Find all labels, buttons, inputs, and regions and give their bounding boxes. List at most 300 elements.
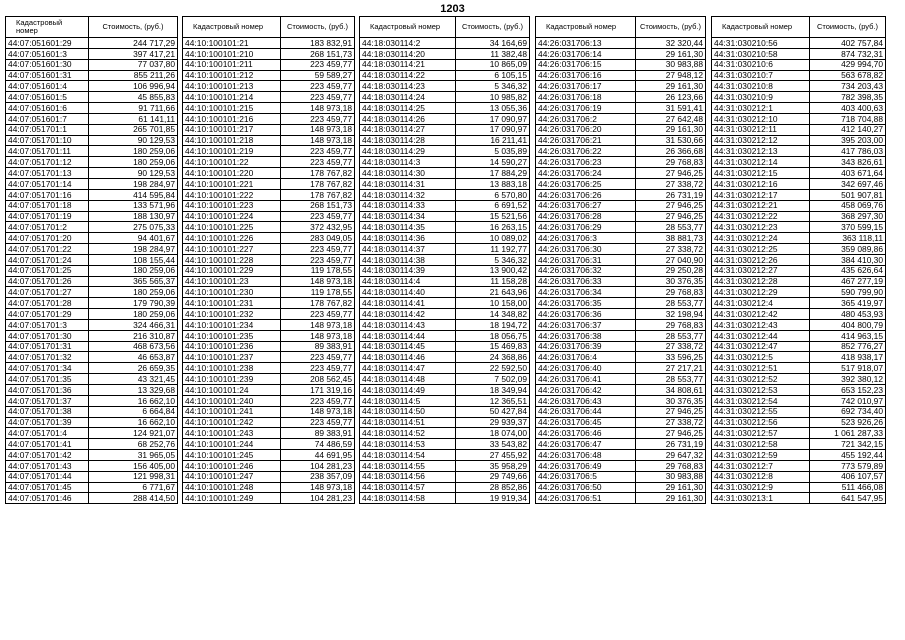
cadastral-number-cell: 44:26:031706:2	[536, 113, 636, 124]
cadastral-number-cell: 44:07:051701:46	[6, 493, 89, 504]
cadastral-number-cell: 44:26:031706:37	[536, 319, 636, 330]
table-row	[183, 178, 355, 189]
cadastral-number-cell: 44:26:031706:49	[536, 460, 636, 471]
cost-cell: 77 037,80	[89, 59, 178, 70]
cadastral-table-3	[359, 16, 530, 504]
table-row	[536, 146, 706, 157]
cost-cell: 275 075,33	[89, 222, 178, 233]
cadastral-number-cell: 44:07:051701:14	[6, 178, 89, 189]
table-row	[360, 385, 530, 396]
table-row	[712, 352, 886, 363]
cadastral-number-cell: 44:07:051701:27	[6, 287, 89, 298]
cost-cell: 106 996,94	[89, 81, 178, 92]
table-row	[6, 222, 178, 233]
table-row	[6, 92, 178, 103]
header-cadastral-number: Кадастровый номер	[536, 17, 636, 38]
cadastral-number-cell: 44:18:030114:46	[360, 352, 456, 363]
table-row	[360, 482, 530, 493]
cost-cell: 35 958,29	[456, 460, 530, 471]
cadastral-number-cell: 44:31:030212:5	[712, 352, 810, 363]
cost-cell: 19 919,34	[456, 493, 530, 504]
cost-cell: 223 459,77	[281, 81, 355, 92]
table-row	[536, 244, 706, 255]
cadastral-number-cell: 44:31:030210:58	[712, 48, 810, 59]
cadastral-number-cell: 44:18:030114:55	[360, 460, 456, 471]
cost-cell: 268 151,73	[281, 48, 355, 59]
table-row	[6, 330, 178, 341]
cost-cell: 12 365,51	[456, 395, 530, 406]
table-row	[536, 428, 706, 439]
cost-cell: 121 998,31	[89, 471, 178, 482]
table-row	[183, 233, 355, 244]
cost-cell: 148 973,18	[281, 276, 355, 287]
cadastral-number-cell: 44:31:030212:56	[712, 417, 810, 428]
cost-cell: 406 107,57	[810, 471, 886, 482]
cost-cell: 15 469,83	[456, 341, 530, 352]
table-row	[712, 330, 886, 341]
cadastral-number-cell: 44:26:031706:38	[536, 330, 636, 341]
cost-cell: 590 799,90	[810, 287, 886, 298]
cadastral-number-cell: 44:18:030114:37	[360, 244, 456, 255]
table-row	[536, 265, 706, 276]
table-row	[360, 330, 530, 341]
table-row	[183, 48, 355, 59]
cost-cell: 324 466,31	[89, 319, 178, 330]
table-row	[360, 222, 530, 233]
cost-cell: 11 192,77	[456, 244, 530, 255]
table-row	[183, 417, 355, 428]
table-row	[183, 189, 355, 200]
table-row	[183, 298, 355, 309]
cadastral-number-cell: 44:18:030114:33	[360, 200, 456, 211]
table-row	[360, 113, 530, 124]
cost-cell: 31 591,41	[636, 103, 706, 114]
cadastral-number-cell: 44:26:031706:26	[536, 189, 636, 200]
cadastral-number-cell: 44:18:030114:21	[360, 59, 456, 70]
cost-cell: 68 252,76	[89, 439, 178, 450]
cost-cell: 27 040,90	[636, 254, 706, 265]
table-row	[183, 113, 355, 124]
cadastral-number-cell: 44:18:030114:39	[360, 265, 456, 276]
table-row	[183, 92, 355, 103]
cost-cell: 30 983,88	[636, 59, 706, 70]
table-row	[536, 254, 706, 265]
table-row	[183, 200, 355, 211]
cost-cell: 21 643,96	[456, 287, 530, 298]
table-row	[712, 211, 886, 222]
table-row	[6, 460, 178, 471]
cadastral-number-cell: 44:18:030114:50	[360, 406, 456, 417]
cadastral-number-cell: 44:07:051701:19	[6, 211, 89, 222]
cadastral-number-cell: 44:07:051701:3	[6, 319, 89, 330]
cost-cell: 11 382,48	[456, 48, 530, 59]
table-row	[536, 406, 706, 417]
cost-cell: 26 731,19	[636, 439, 706, 450]
cost-cell: 363 118,11	[810, 233, 886, 244]
cost-cell: 435 626,64	[810, 265, 886, 276]
table-row	[712, 124, 886, 135]
cost-cell: 179 790,39	[89, 298, 178, 309]
cost-cell: 34 164,69	[456, 38, 530, 49]
cost-cell: 26 366,68	[636, 146, 706, 157]
cost-cell: 10 985,82	[456, 92, 530, 103]
table-row	[183, 460, 355, 471]
cadastral-number-cell: 44:18:030114:47	[360, 363, 456, 374]
cost-cell: 29 939,37	[456, 417, 530, 428]
table-row	[360, 352, 530, 363]
table-row	[6, 38, 178, 49]
cadastral-number-cell: 44:31:030212:28	[712, 276, 810, 287]
cadastral-number-cell: 44:07:051701:43	[6, 460, 89, 471]
cadastral-number-cell: 44:31:030212:14	[712, 157, 810, 168]
cost-cell: 46 653,87	[89, 352, 178, 363]
cadastral-number-cell: 44:31:030212:57	[712, 428, 810, 439]
cost-cell: 368 297,30	[810, 211, 886, 222]
cadastral-number-cell: 44:10:100101:227	[183, 244, 281, 255]
cost-cell: 148 973,18	[281, 319, 355, 330]
table-row	[536, 48, 706, 59]
cadastral-number-cell: 44:07:051601:7	[6, 113, 89, 124]
header-cadastral-number: Кадастровый номер	[712, 17, 810, 38]
cost-cell: 523 926,26	[810, 417, 886, 428]
table-row	[6, 81, 178, 92]
table-row	[6, 244, 178, 255]
cadastral-number-cell: 44:10:100101:245	[183, 450, 281, 461]
table-row	[6, 168, 178, 179]
table-row	[536, 341, 706, 352]
cost-cell: 17 090,97	[456, 113, 530, 124]
cost-cell: 91 711,66	[89, 103, 178, 114]
table-row	[360, 374, 530, 385]
header-cost: Стоимость, (руб.)	[281, 17, 355, 38]
header-cost: Стоимость, (руб.)	[89, 17, 178, 38]
cost-cell: 27 338,72	[636, 244, 706, 255]
table-row	[183, 363, 355, 374]
cadastral-number-cell: 44:18:030114:41	[360, 298, 456, 309]
table-row	[360, 48, 530, 59]
cost-cell: 216 310,87	[89, 330, 178, 341]
cadastral-number-cell: 44:26:031706:23	[536, 157, 636, 168]
cost-cell: 29 161,30	[636, 482, 706, 493]
cadastral-number-cell: 44:26:031706:46	[536, 428, 636, 439]
cost-cell: 28 553,77	[636, 222, 706, 233]
cost-cell: 18 056,75	[456, 330, 530, 341]
cadastral-number-cell: 44:26:031706:31	[536, 254, 636, 265]
cadastral-number-cell: 44:18:030114:23	[360, 81, 456, 92]
table-row	[712, 146, 886, 157]
table-row	[536, 200, 706, 211]
cadastral-number-cell: 44:31:030212:43	[712, 319, 810, 330]
table-row	[712, 309, 886, 320]
table-row	[360, 287, 530, 298]
table-row	[183, 287, 355, 298]
cost-cell: 288 414,50	[89, 493, 178, 504]
cadastral-number-cell: 44:18:030114:45	[360, 341, 456, 352]
table-row	[536, 92, 706, 103]
table-row	[6, 178, 178, 189]
table-row	[360, 428, 530, 439]
cost-cell: 18 074,00	[456, 428, 530, 439]
cost-cell: 34 808,61	[636, 385, 706, 396]
cost-cell: 5 346,32	[456, 81, 530, 92]
header-cost: Стоимость, (руб.)	[636, 17, 706, 38]
table-row	[712, 493, 886, 504]
table-row	[712, 254, 886, 265]
cadastral-number-cell: 44:07:051701:25	[6, 265, 89, 276]
table-row	[360, 168, 530, 179]
cadastral-number-cell: 44:26:031706:25	[536, 178, 636, 189]
page-number: 1203	[440, 3, 465, 15]
table-row	[183, 135, 355, 146]
cost-cell: 384 410,30	[810, 254, 886, 265]
cost-cell: 392 380,12	[810, 374, 886, 385]
table-row	[360, 146, 530, 157]
cadastral-number-cell: 44:18:030114:29	[360, 146, 456, 157]
table-row	[536, 309, 706, 320]
cost-cell: 5 035,89	[456, 146, 530, 157]
cadastral-number-cell: 44:07:051601:31	[6, 70, 89, 81]
table-row	[6, 211, 178, 222]
cost-cell: 30 376,35	[636, 276, 706, 287]
cadastral-number-cell: 44:10:100101:237	[183, 352, 281, 363]
cost-cell: 29 647,32	[636, 450, 706, 461]
cadastral-number-cell: 44:18:030114:22	[360, 70, 456, 81]
table-row	[536, 81, 706, 92]
cost-cell: 265 701,85	[89, 124, 178, 135]
table-row	[360, 103, 530, 114]
table-row	[6, 113, 178, 124]
cadastral-number-cell: 44:31:030212:58	[712, 439, 810, 450]
table-row	[536, 135, 706, 146]
table-row	[6, 189, 178, 200]
cost-cell: 7 502,09	[456, 374, 530, 385]
cadastral-number-cell: 44:26:031706:24	[536, 168, 636, 179]
table-row	[6, 471, 178, 482]
cadastral-number-cell: 44:10:100101:248	[183, 482, 281, 493]
table-row	[183, 439, 355, 450]
cadastral-number-cell: 44:31:030210:8	[712, 81, 810, 92]
cadastral-number-cell: 44:07:051701:28	[6, 298, 89, 309]
cadastral-number-cell: 44:31:030212:10	[712, 113, 810, 124]
table-body	[183, 38, 355, 504]
table-row	[183, 352, 355, 363]
table-row	[183, 254, 355, 265]
cadastral-number-cell: 44:10:100101:22	[183, 157, 281, 168]
cost-cell: 90 129,53	[89, 168, 178, 179]
cost-cell: 208 562,45	[281, 374, 355, 385]
table-row	[360, 70, 530, 81]
cadastral-number-cell: 44:31:030212:15	[712, 168, 810, 179]
cost-cell: 734 203,43	[810, 81, 886, 92]
cadastral-number-cell: 44:26:031706:33	[536, 276, 636, 287]
table-row	[712, 406, 886, 417]
cadastral-number-cell: 44:07:051701:10	[6, 135, 89, 146]
table-row	[6, 319, 178, 330]
cadastral-number-cell: 44:10:100101:214	[183, 92, 281, 103]
cadastral-number-cell: 44:10:100101:242	[183, 417, 281, 428]
table-row	[712, 471, 886, 482]
table-row	[712, 276, 886, 287]
table-row	[712, 81, 886, 92]
table-row	[360, 244, 530, 255]
cadastral-number-cell: 44:26:031706:32	[536, 265, 636, 276]
table-row	[360, 450, 530, 461]
cost-cell: 32 198,94	[636, 309, 706, 320]
cost-cell: 43 321,45	[89, 374, 178, 385]
cost-cell: 6 664,84	[89, 406, 178, 417]
cost-cell: 180 259,06	[89, 146, 178, 157]
cadastral-number-cell: 44:10:100101:218	[183, 135, 281, 146]
table-row	[6, 254, 178, 265]
cost-cell: 148 973,18	[281, 103, 355, 114]
cadastral-table-5	[711, 16, 886, 504]
cost-cell: 148 973,18	[281, 406, 355, 417]
table-row	[183, 168, 355, 179]
cost-cell: 16 263,15	[456, 222, 530, 233]
cost-cell: 10 158,00	[456, 298, 530, 309]
cost-cell: 223 459,77	[281, 146, 355, 157]
cadastral-number-cell: 44:26:031706:47	[536, 439, 636, 450]
cost-cell: 104 281,23	[281, 460, 355, 471]
table-row	[712, 38, 886, 49]
table-row	[536, 103, 706, 114]
cost-cell: 455 192,44	[810, 450, 886, 461]
cost-cell: 10 089,02	[456, 233, 530, 244]
cost-cell: 403 400,63	[810, 103, 886, 114]
cadastral-number-cell: 44:31:030212:24	[712, 233, 810, 244]
table-row	[360, 157, 530, 168]
table-row	[183, 124, 355, 135]
cost-cell: 27 455,92	[456, 450, 530, 461]
cost-cell: 501 907,81	[810, 189, 886, 200]
table-row	[6, 363, 178, 374]
cadastral-number-cell: 44:10:100101:211	[183, 59, 281, 70]
table-row	[360, 200, 530, 211]
table-row	[712, 168, 886, 179]
table-row	[536, 439, 706, 450]
cadastral-number-cell: 44:18:030114:44	[360, 330, 456, 341]
cost-cell: 718 704,88	[810, 113, 886, 124]
cost-cell: 30 376,35	[636, 395, 706, 406]
table-row	[183, 428, 355, 439]
table-row	[360, 298, 530, 309]
table-row	[536, 211, 706, 222]
cadastral-number-cell: 44:07:051701:20	[6, 233, 89, 244]
table-row	[360, 233, 530, 244]
cost-cell: 178 767,82	[281, 298, 355, 309]
table-row	[712, 341, 886, 352]
tables-container	[5, 16, 900, 636]
table-row	[6, 417, 178, 428]
cadastral-number-cell: 44:26:031706:42	[536, 385, 636, 396]
cadastral-number-cell: 44:10:100101:244	[183, 439, 281, 450]
cost-cell: 468 673,56	[89, 341, 178, 352]
cost-cell: 119 178,55	[281, 287, 355, 298]
cost-cell: 874 732,31	[810, 48, 886, 59]
cost-cell: 29 768,83	[636, 157, 706, 168]
cost-cell: 223 459,77	[281, 254, 355, 265]
cost-cell: 395 203,00	[810, 135, 886, 146]
table-row	[183, 81, 355, 92]
table-row	[6, 48, 178, 59]
cost-cell: 359 089,86	[810, 244, 886, 255]
table-row	[183, 265, 355, 276]
cadastral-number-cell: 44:18:030114:20	[360, 48, 456, 59]
cost-cell: 855 211,26	[89, 70, 178, 81]
cadastral-number-cell: 44:31:030212:26	[712, 254, 810, 265]
table-row	[360, 439, 530, 450]
table-row	[712, 48, 886, 59]
cost-cell: 180 259,06	[89, 265, 178, 276]
cost-cell: 31 965,05	[89, 450, 178, 461]
cost-cell: 27 217,21	[636, 363, 706, 374]
cost-cell: 59 589,27	[281, 70, 355, 81]
cadastral-number-cell: 44:31:030210:56	[712, 38, 810, 49]
table-row	[183, 450, 355, 461]
cadastral-number-cell: 44:18:030114:49	[360, 385, 456, 396]
cost-cell: 721 342,15	[810, 439, 886, 450]
cost-cell: 178 767,82	[281, 189, 355, 200]
table-row	[536, 417, 706, 428]
cadastral-number-cell: 44:10:100101:230	[183, 287, 281, 298]
cost-cell: 372 432,95	[281, 222, 355, 233]
cadastral-number-cell: 44:10:100101:246	[183, 460, 281, 471]
cost-cell: 198 284,97	[89, 244, 178, 255]
cadastral-number-cell: 44:31:030212:42	[712, 309, 810, 320]
cadastral-number-cell: 44:18:030114:56	[360, 471, 456, 482]
cadastral-number-cell: 44:31:030212:9	[712, 482, 810, 493]
cost-cell: 29 161,30	[636, 81, 706, 92]
table-row	[712, 113, 886, 124]
table-row	[360, 309, 530, 320]
cost-cell: 13 883,18	[456, 178, 530, 189]
table-row	[183, 146, 355, 157]
cadastral-number-cell: 44:10:100101:241	[183, 406, 281, 417]
table-row	[183, 330, 355, 341]
cost-cell: 108 155,44	[89, 254, 178, 265]
cadastral-number-cell: 44:26:031706:48	[536, 450, 636, 461]
cadastral-number-cell: 44:26:031706:34	[536, 287, 636, 298]
table-row	[6, 406, 178, 417]
table-row	[6, 233, 178, 244]
cadastral-number-cell: 44:26:031706:14	[536, 48, 636, 59]
table-row	[536, 168, 706, 179]
cadastral-number-cell: 44:18:030114:25	[360, 103, 456, 114]
cost-cell: 283 049,05	[281, 233, 355, 244]
cadastral-number-cell: 44:18:030114:32	[360, 189, 456, 200]
cadastral-number-cell: 44:31:030210:6	[712, 59, 810, 70]
cost-cell: 27 338,72	[636, 341, 706, 352]
table-row	[360, 341, 530, 352]
table-row	[712, 200, 886, 211]
cost-cell: 6 691,52	[456, 200, 530, 211]
cost-cell: 238 357,09	[281, 471, 355, 482]
table-row	[536, 471, 706, 482]
table-row	[6, 265, 178, 276]
table-body	[536, 38, 706, 504]
cost-cell: 18 194,72	[456, 319, 530, 330]
cost-cell: 27 946,25	[636, 406, 706, 417]
cost-cell: 14 590,27	[456, 157, 530, 168]
table-row	[360, 178, 530, 189]
cost-cell: 223 459,77	[281, 92, 355, 103]
cost-cell: 18 349,94	[456, 385, 530, 396]
cost-cell: 429 994,70	[810, 59, 886, 70]
cadastral-number-cell: 44:18:030114:5	[360, 395, 456, 406]
table-row	[6, 428, 178, 439]
cadastral-number-cell: 44:07:051701:44	[6, 471, 89, 482]
cadastral-number-cell: 44:07:051701:37	[6, 395, 89, 406]
